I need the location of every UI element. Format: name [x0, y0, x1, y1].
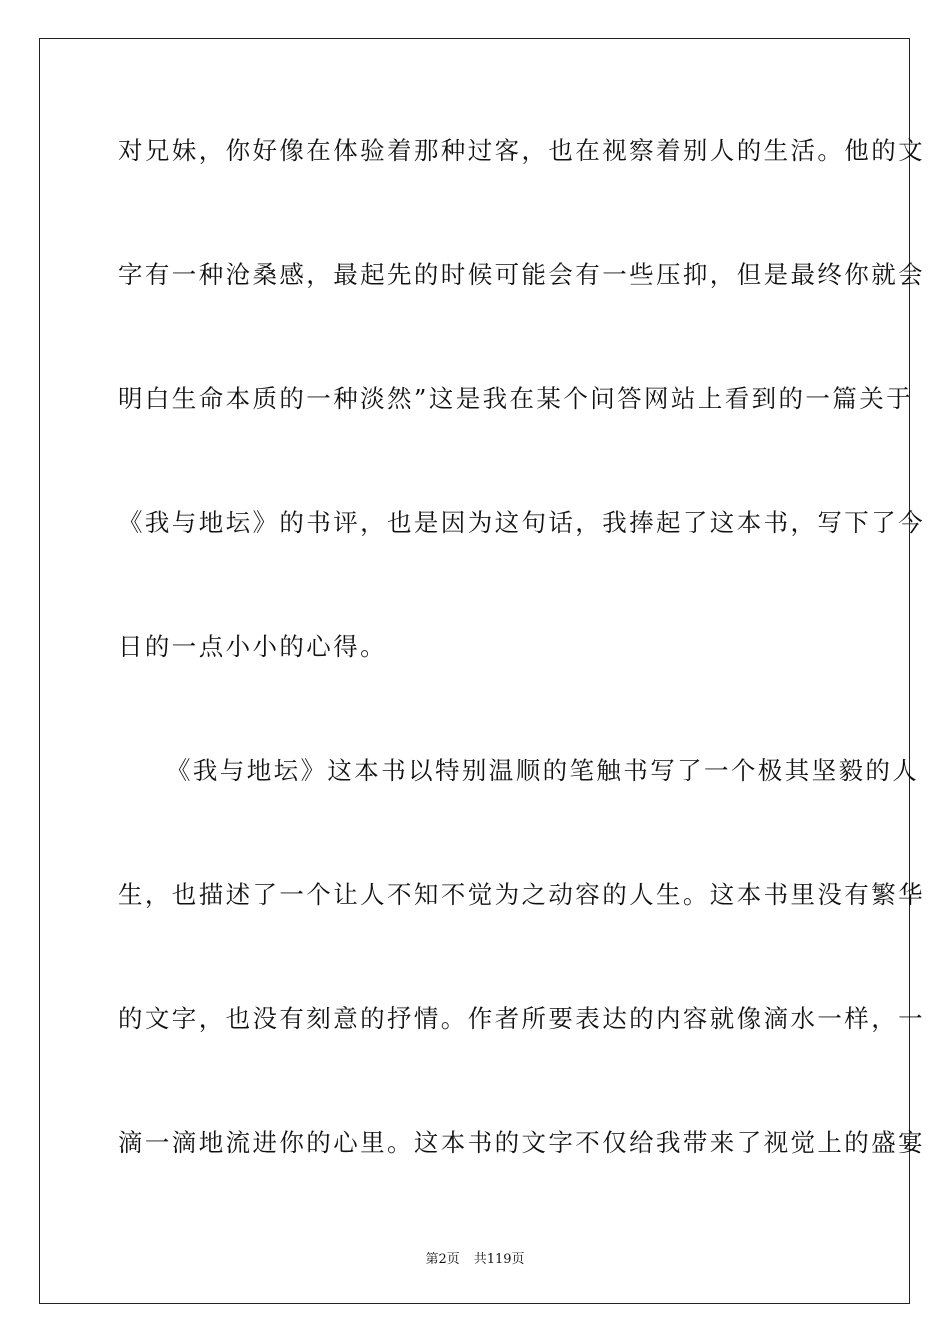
page-footer	[0, 1248, 950, 1267]
text-line: 《我与地坛》的书评，也是因为这句话，我捧起了这本书，写下了今	[118, 508, 925, 537]
text-line: 日的一点小小的心得。	[118, 632, 387, 661]
text-line: 滴一滴地流进你的心里。这本书的文字不仅给我带来了视觉上的盛宴	[118, 1128, 925, 1157]
page-number: 第2页	[425, 1252, 460, 1267]
text-line: 对兄妹，你好像在体验着那种过客，也在视察着别人的生活。他的文	[118, 136, 925, 165]
page-total: 共119页	[473, 1252, 525, 1267]
text-line: 《我与地坛》这本书以特别温顺的笔触书写了一个极其坚毅的人	[166, 756, 920, 785]
text-line: 的文字，也没有刻意的抒情。作者所要表达的内容就像滴水一样，一	[118, 1004, 925, 1033]
page-border	[39, 38, 925, 1304]
text-line: 生，也描述了一个让人不知不觉为之动容的人生。这本书里没有繁华	[118, 880, 925, 909]
text-line: 字有一种沧桑感，最起先的时候可能会有一些压抑，但是最终你就会	[118, 260, 925, 289]
text-line: 明白生命本质的一种淡然”这是我在某个问答网站上看到的一篇关于	[118, 384, 914, 413]
